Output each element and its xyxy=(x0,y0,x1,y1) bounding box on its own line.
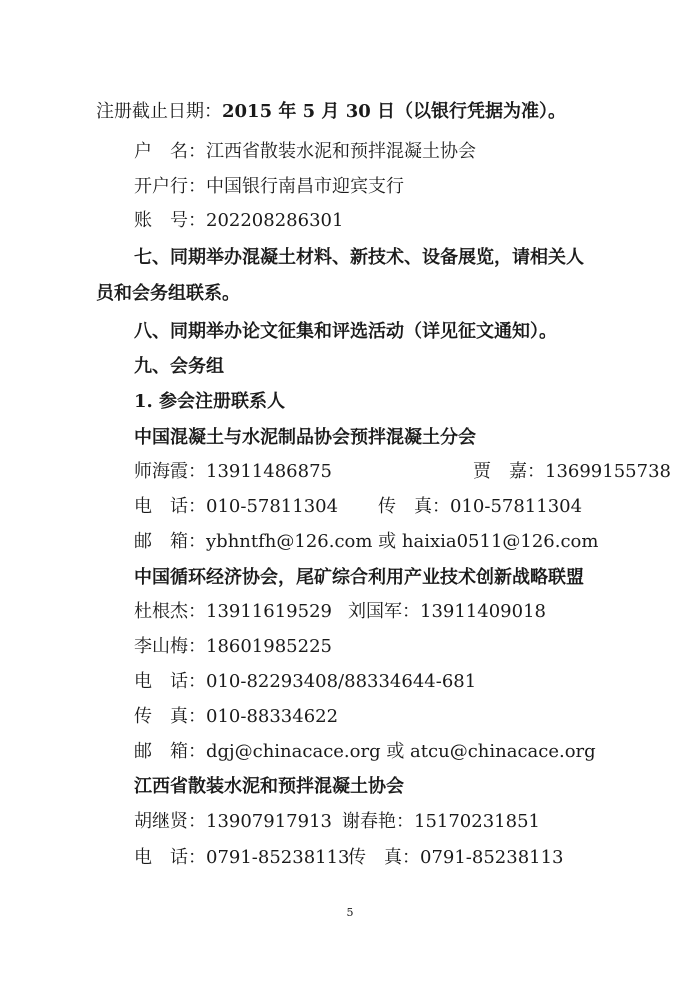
org-2-phone: 电 话：010-82293408/88334644-681 xyxy=(134,671,477,692)
org-3-contacts xyxy=(134,810,540,834)
section-7-line-2: 员和会务组联系。 xyxy=(96,283,240,304)
org-3-fax: 传 真：0791-85238113 xyxy=(348,847,564,868)
org-1-phone-fax xyxy=(134,495,583,519)
org-2-contact-a: 杜根杰：13911619529 xyxy=(134,601,332,622)
org-3-contact-b: 谢春艳：15170231851 xyxy=(342,811,540,832)
deadline-value: 2015 年 5 月 30 日（以银行凭据为准）。 xyxy=(222,101,567,122)
org-2-email: 邮 箱：dgj@chinacace.org 或 atcu@chinacace.org xyxy=(134,741,596,762)
org-1-email: 邮 箱：ybhntfh@126.com 或 haixia0511@126.com xyxy=(134,531,599,552)
org-1-name: 中国混凝土与水泥制品协会预拌混凝土分会 xyxy=(134,427,476,448)
org-1-contact-a: 师海霞：13911486875 xyxy=(134,461,332,482)
section-7-line-1: 七、同期举办混凝土材料、新技术、设备展览，请相关人 xyxy=(134,247,584,268)
org-2-fax: 传 真：010-88334622 xyxy=(134,706,339,727)
org-1-fax: 传 真：010-57811304 xyxy=(378,496,583,517)
account-name: 户 名：江西省散装水泥和预拌混凝土协会 xyxy=(134,141,476,162)
org-3-phone: 电 话：0791-85238113 xyxy=(134,847,350,868)
org-2-name: 中国循环经济协会，尾矿综合利用产业技术创新战略联盟 xyxy=(134,567,584,588)
account-number: 账 号：202208286301 xyxy=(134,210,344,231)
org-3-name: 江西省散装水泥和预拌混凝土协会 xyxy=(134,776,404,797)
org-3-contact-a: 胡继贤：13907917913 xyxy=(134,811,332,832)
section-8: 八、同期举办论文征集和评选活动（详见征文通知）。 xyxy=(134,321,557,342)
bank-name: 开户行：中国银行南昌市迎宾支行 xyxy=(134,176,404,197)
section-9-title: 九、会务组 xyxy=(134,356,224,377)
org-2-contacts xyxy=(134,600,546,624)
org-2-contact-b: 刘国军：13911409018 xyxy=(348,601,546,622)
org-1-contact-b: 贾 嘉：13699155738 xyxy=(473,461,671,482)
section-9-subtitle: 1. 参会注册联系人 xyxy=(134,391,286,412)
org-1-contacts xyxy=(134,460,671,484)
org-1-phone: 电 话：010-57811304 xyxy=(134,496,339,517)
deadline-label: 注册截止日期： xyxy=(96,101,222,122)
org-3-phone-fax xyxy=(134,846,564,870)
org-2-contact-c: 李山梅：18601985225 xyxy=(134,636,332,657)
page-number: 5 xyxy=(346,906,354,919)
registration-deadline xyxy=(96,100,566,124)
